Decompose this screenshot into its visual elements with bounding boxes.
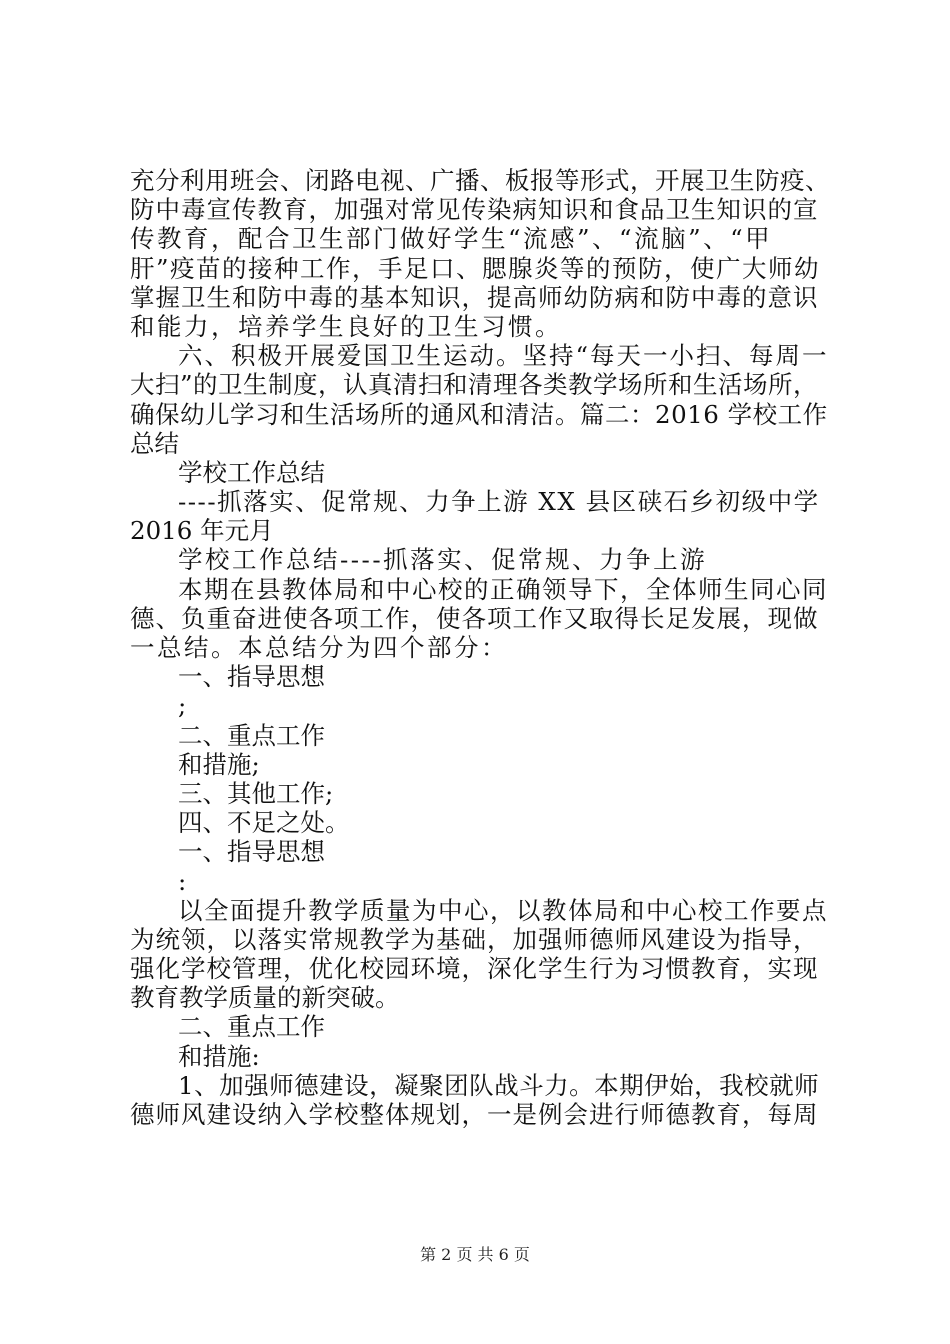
text-line: 三、其他工作;: [178, 778, 334, 808]
text-line: 一、指导思想: [178, 662, 325, 692]
text-line: 强化学校管理，优化校园环境，深化学生行为习惯教育，实现: [130, 954, 819, 984]
text-line: 2016 年元月: [130, 516, 274, 546]
text-line: 大扫”的卫生制度，认真清扫和清理各类教学场所和生活场所，: [130, 370, 819, 400]
page-number-footer: 第 2 页 共 6 页: [420, 1245, 530, 1264]
document-body: [130, 166, 830, 1129]
text-line: 为统领，以落实常规教学为基础，加强师德师风建设为指导，: [130, 924, 819, 954]
text-line: 1、加强师德建设，凝聚团队战斗力。本期伊始，我校就师: [178, 1070, 820, 1100]
text-line: 二、重点工作: [178, 720, 325, 750]
text-line: 和措施;: [178, 749, 260, 779]
text-line: 二、重点工作: [178, 1012, 325, 1042]
text-line: 六、积极开展爱国卫生运动。坚持“每天一小扫、每周一: [178, 341, 829, 371]
text-line: 和措施:: [178, 1041, 260, 1071]
text-line: 总结: [130, 428, 179, 458]
text-line: 学校工作总结----抓落实、促常规、力争上游: [178, 545, 708, 575]
text-line: :: [178, 866, 187, 896]
text-line: 和能力，培养学生良好的卫生习惯。: [130, 311, 562, 341]
text-line: 学校工作总结: [178, 457, 325, 487]
text-line: 德、负重奋进使各项工作，使各项工作又取得长足发展，现做: [130, 603, 819, 633]
text-line: 本期在县教体局和中心校的正确领导下，全体师生同心同: [178, 574, 828, 604]
text-line: 以全面提升教学质量为中心，以教体局和中心校工作要点: [178, 895, 828, 925]
text-line: 肝”疫苗的接种工作，手足口、腮腺炎等的预防，使广大师幼: [130, 253, 821, 283]
text-line: 一、指导思想: [178, 837, 325, 867]
text-line: 教育教学质量的新突破。: [130, 983, 400, 1013]
text-line: 防中毒宣传教育，加强对常见传染病知识和食品卫生知识的宣: [130, 195, 819, 225]
text-line: ;: [178, 691, 187, 721]
text-line: 四、不足之处。: [178, 808, 350, 838]
text-line: 掌握卫生和防中毒的基本知识，提高师幼防病和防中毒的意识: [130, 282, 819, 312]
text-line: 德师风建设纳入学校整体规划，一是例会进行师德教育，每周: [130, 1100, 819, 1129]
text-line: 传教育，配合卫生部门做好学生“流感”、“流脑”、“甲: [130, 224, 773, 254]
text-line: 一总结。本总结分为四个部分：: [130, 633, 508, 662]
text-line: ----抓落实、促常规、力争上游 XX 县区硖石乡初级中学: [178, 487, 820, 517]
text-line: 确保幼儿学习和生活场所的通风和清洁。篇二：2016 学校工作: [130, 399, 828, 429]
text-line: 充分利用班会、闭路电视、广播、板报等形式，开展卫生防疫、: [130, 166, 830, 195]
